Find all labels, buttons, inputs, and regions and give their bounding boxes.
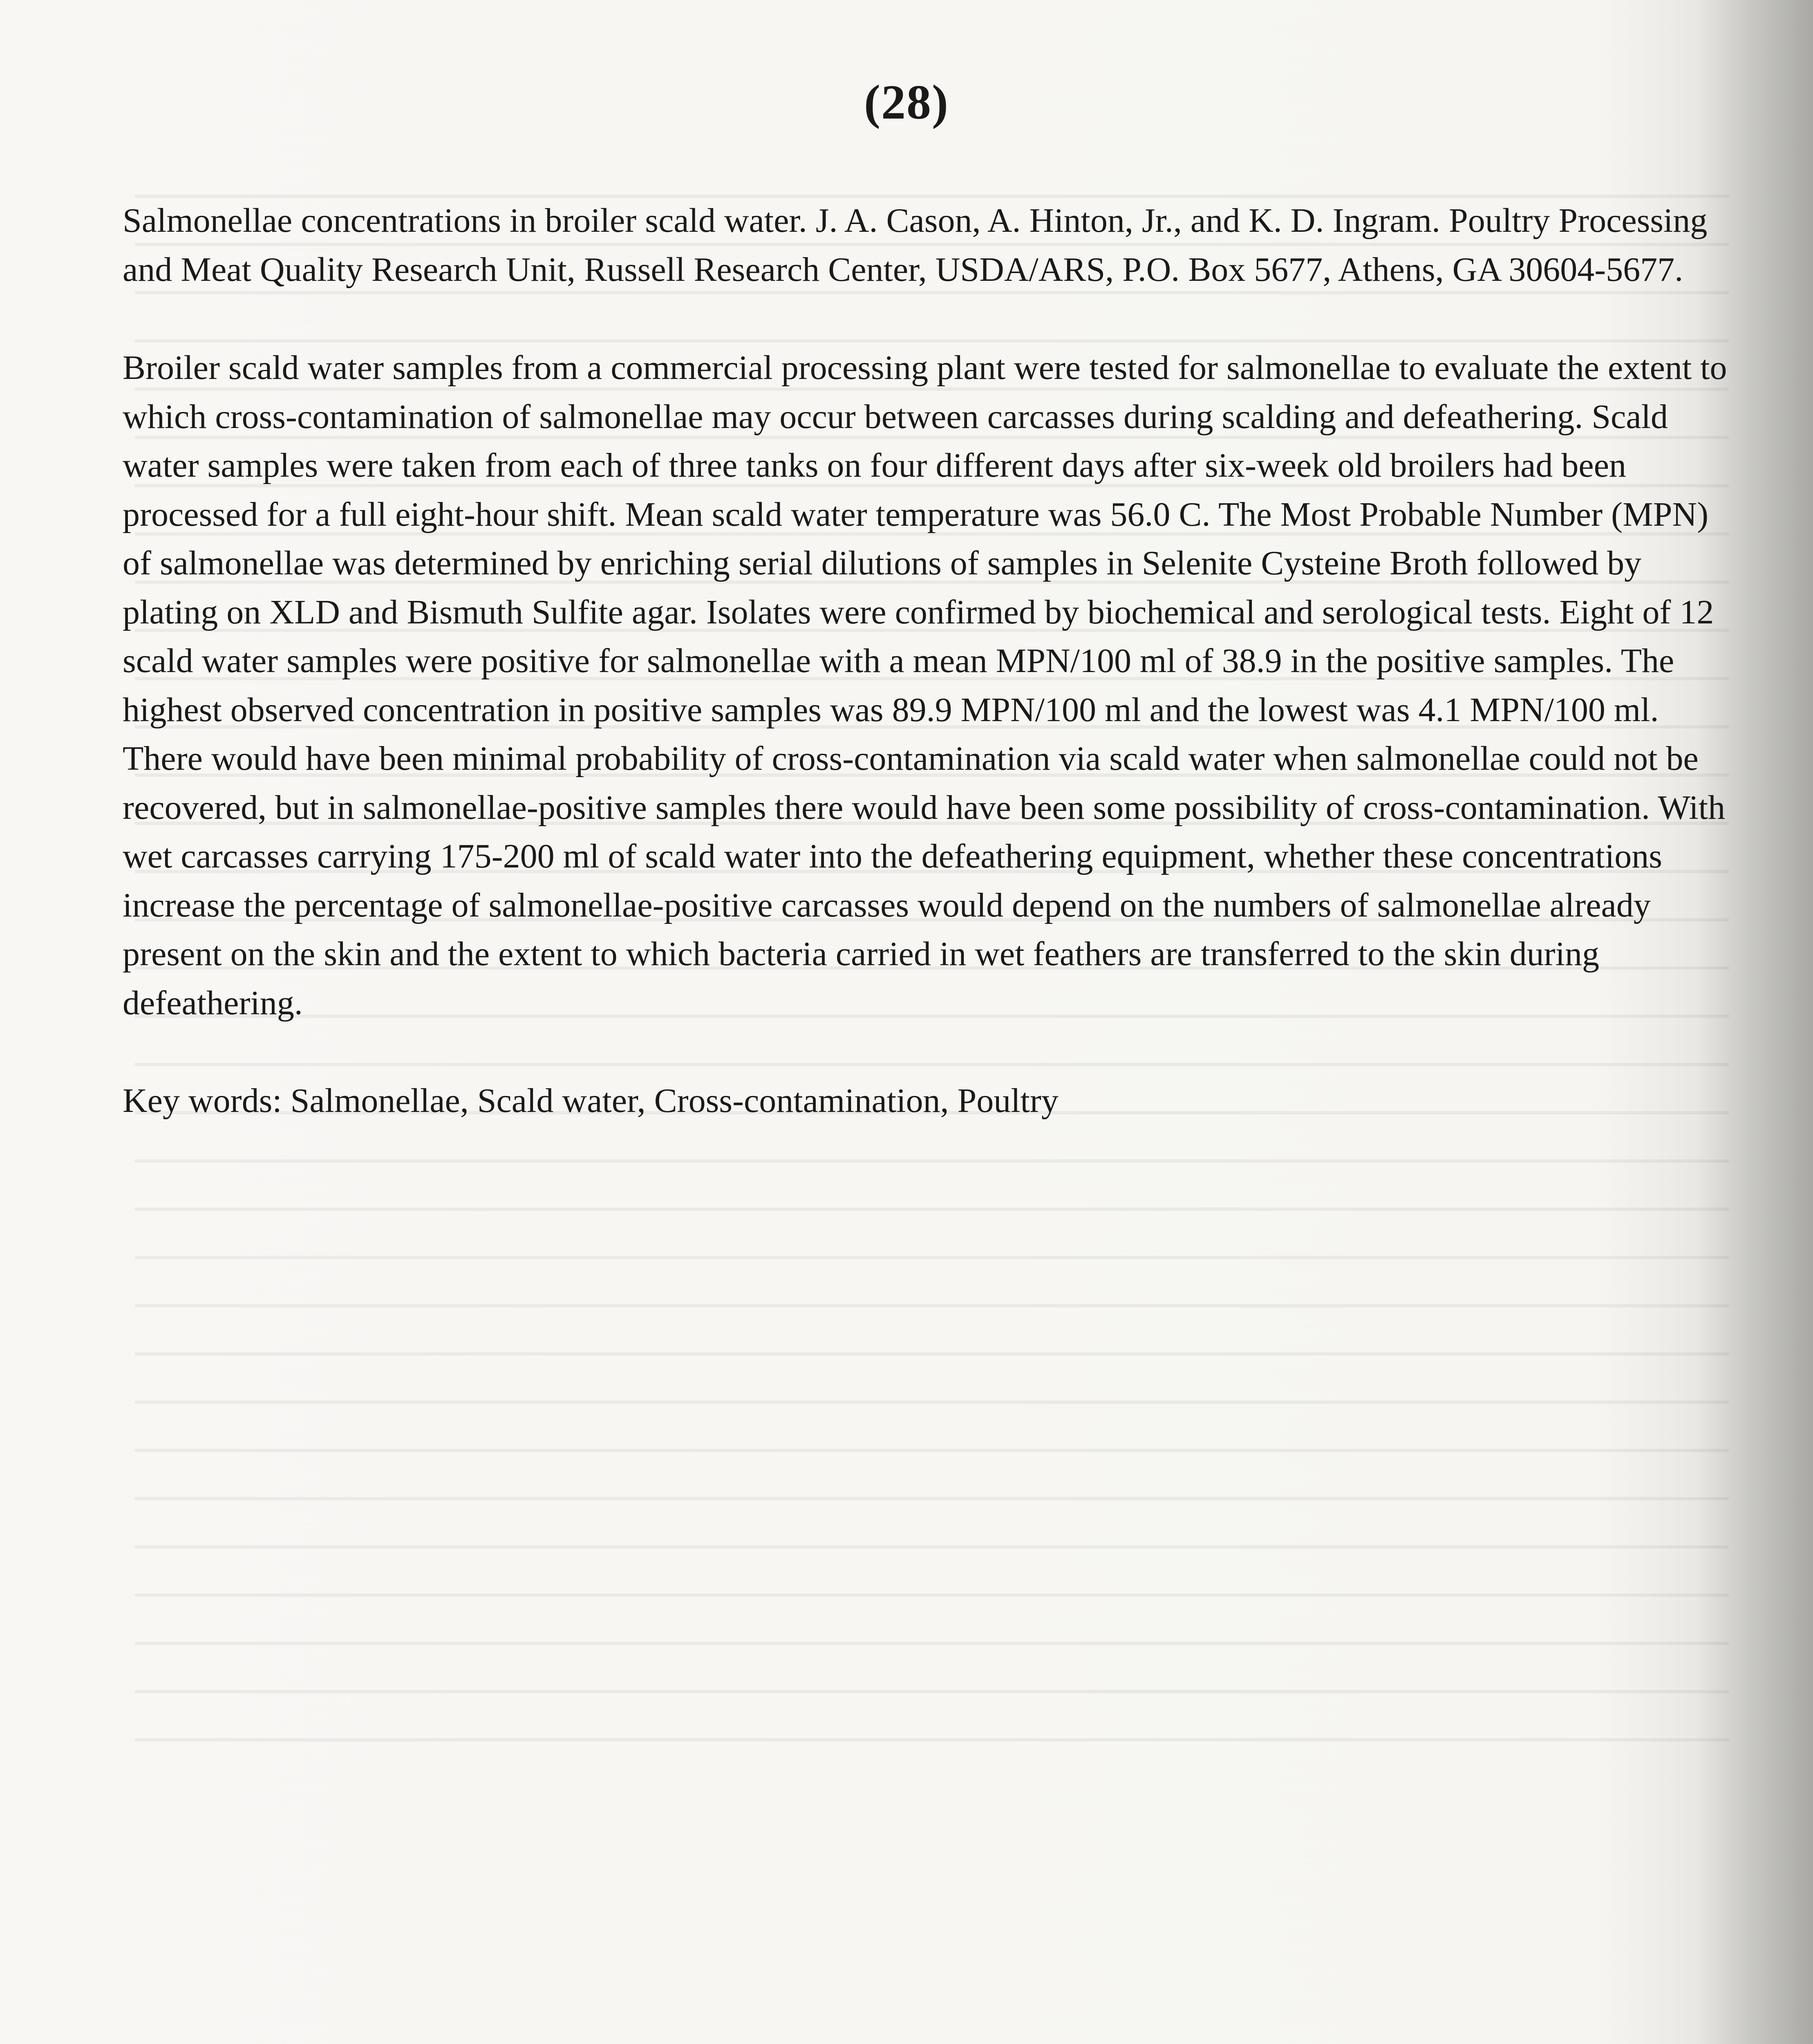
abstract-number: (28) xyxy=(864,75,949,129)
abstract-body: Broiler scald water samples from a commercial processing plant were tested for salmonellae to evaluate the extent to which cross-contamination of salmonellae may occur between carcasses during scalding and defeathering. Scald water samples were taken from each of three tanks on four different days after six-week old broilers had been processed for a full eight-hour shift. Mean scald water temperature was 56.0 C. The Most Probable Number (MPN) of salmonellae was determined by enriching serial dilutions of samples in Selenite Cysteine Broth followed by plating on XLD and Bismuth Sulfite agar. Isolates were confirmed by biochemical and serological tests. Eight of 12 scald water samples were positive for salmonellae with a mean MPN/100 ml of 38.9 in the positive samples. The highest observed concentration in positive samples was 89.9 MPN/100 ml and the lowest was 4.1 MPN/100 ml. There would have been minimal probability of cross-contamination via scald water when salmonellae could not be recovered, but in salmonellae-positive samples there would have been some possibility of cross-contamination. With wet carcasses carrying 175-200 ml of scald water into the defeathering equipment, whether these concentrations increase the percentage of salmonellae-positive carcasses would depend on the numbers of salmonellae already present on the skin and the extent to which bacteria carried in wet feathers are transferred to the skin during defeathering. xyxy=(123,349,1727,1022)
keywords: Key words: Salmonellae, Scald water, Cross-contamination, Poultry xyxy=(123,1082,1059,1120)
abstract xyxy=(123,196,1737,1125)
abstract-title-authors: Salmonellae concentrations in broiler scald water. J. A. Cason, A. Hinton, Jr., and K. D. Ingram. Poultry Processing and Meat Quality Research Unit, Russell Research Center, USDA/ARS, P.O. Box 5677, Athens, GA 30604-5677. xyxy=(123,202,1708,289)
